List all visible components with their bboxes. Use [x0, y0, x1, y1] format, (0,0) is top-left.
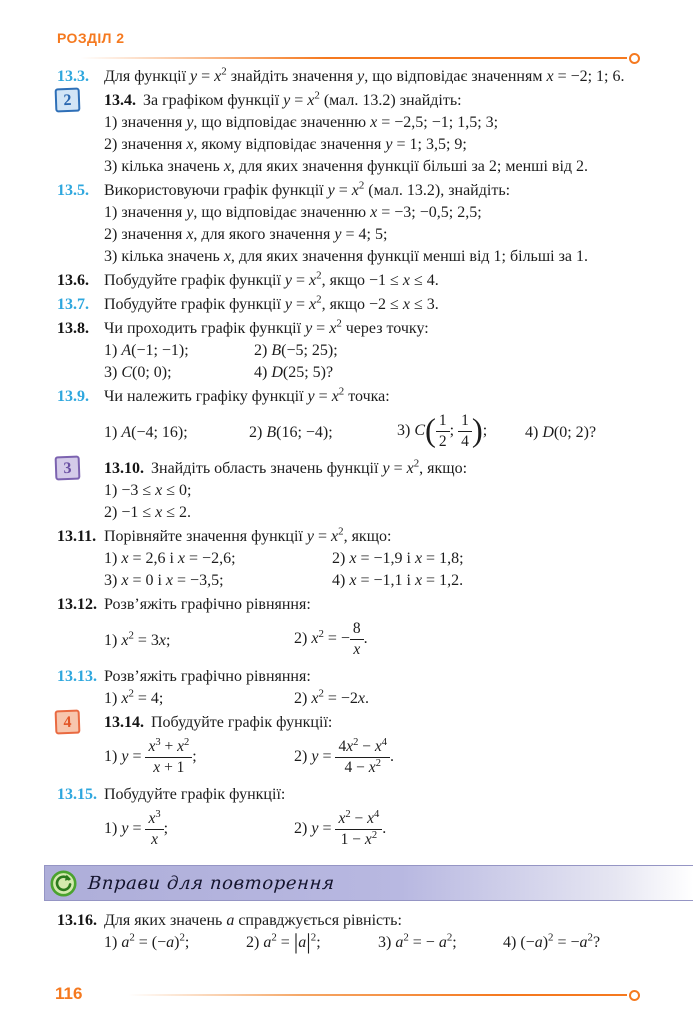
problem-item: 1) $x^2 = 4$; — [104, 687, 164, 707]
problem-item: 2) B(−5; 25); — [254, 342, 338, 359]
problem-13.13 — [57, 666, 639, 709]
problem-text: Розв’яжіть графічно рівняння: — [104, 596, 311, 613]
problem-text: За графіком функції $y = x^2$ (мал. 13.2) знайдіть: — [139, 89, 462, 109]
problem-item: 1) значення y, що відповідає значенню x = −3; −0,5; 2,5; — [104, 204, 482, 221]
review-problems-list — [57, 910, 639, 953]
problem-number: 13.5. — [57, 182, 89, 199]
problem-item: 1) значення y, що відповідає значенню x = −2,5; −1; 1,5; 3; — [104, 114, 499, 131]
problem-item: 1) y = $\frac{x^3 + x^2}{x + 1}$ ; — [104, 737, 197, 776]
problem-item: 2) значення x, для якого значення y = 4; 5; — [104, 226, 388, 243]
problem-number: 13.11. — [57, 528, 97, 545]
problem-number: 13.12. — [57, 596, 97, 613]
problem-number: 13.16. — [57, 912, 97, 929]
footer-rule — [128, 994, 627, 996]
problem-item: 2) значення x, якому відповідає значення y = 1; 3,5; 9; — [104, 136, 467, 153]
problem-item: 3) x = 0 і x = −3,5; — [104, 572, 224, 589]
problem-13.16 — [57, 910, 639, 953]
problem-13.7 — [57, 294, 639, 315]
problem-text: Побудуйте графік функції $y = x^2$, якщо −1 ≤ x ≤ 4. — [104, 269, 439, 289]
problem-number: 13.7. — [57, 296, 89, 313]
problem-text: Побудуйте графік функції $y = x^2$, якщо −2 ≤ x ≤ 3. — [104, 293, 439, 313]
problem-13.4 — [57, 90, 639, 177]
exercises-content — [57, 63, 639, 956]
problem-item: 1) $x^2 = 3x$; — [104, 629, 171, 649]
problem-item: 2) y = $\frac{x^2 - x^4}{1 - x^2}$ . — [294, 809, 387, 848]
problem-text: Розв’яжіть графічно рівняння: — [104, 668, 311, 685]
problem-13.12 — [57, 594, 639, 663]
problem-item: 3) кілька значень x, для яких значення функції менші від 1; більші за 1. — [104, 248, 589, 265]
problem-item: 4) D(0; 2)? — [525, 423, 597, 441]
problem-13.9 — [57, 386, 639, 455]
problem-item: 2) B(16; −4); — [249, 423, 333, 441]
problem-13.11 — [57, 526, 639, 591]
repeat-icon — [50, 870, 77, 897]
problem-item: 1) y = $\frac{x^3}{x}$ ; — [104, 809, 169, 848]
review-banner-label: Вправи для повторення — [87, 872, 336, 894]
problem-13.10 — [57, 458, 639, 523]
problem-item: 2) $a^2 = |a|^2$; — [246, 929, 321, 954]
problem-item: 1) A(−4; 16); — [104, 423, 188, 441]
problem-number: 13.13. — [57, 668, 97, 685]
review-banner — [44, 865, 693, 901]
problem-item: 1) $a^2 = (-a)^2$; — [104, 931, 190, 951]
problem-item-row — [104, 617, 639, 663]
problem-item: 3) C(0; 0); — [104, 364, 172, 381]
problem-number: 13.10. — [104, 460, 144, 477]
level-badge: 2 — [55, 88, 81, 113]
problem-item: 1) A(−1; −1); — [104, 342, 189, 359]
problems-list — [57, 66, 639, 853]
problem-13.5 — [57, 180, 639, 267]
problem-item-row — [104, 340, 639, 361]
problem-number: 13.6. — [57, 272, 89, 289]
problem-number: 13.3. — [57, 68, 89, 85]
problem-13.14 — [57, 712, 639, 781]
problem-item-row — [104, 807, 639, 853]
problem-text: Знайдіть область значень функції $y = x^2$, якщо: — [147, 457, 468, 477]
problem-item: 2) $x^2 = -2x$. — [294, 687, 370, 707]
problem-text: Побудуйте графік функції: — [104, 786, 286, 803]
problem-item: 2) −1 ≤ x ≤ 2. — [104, 504, 192, 521]
problem-item-row — [104, 735, 639, 781]
problem-item-row — [104, 409, 639, 455]
problem-text: Чи проходить графік функції $y = x^2$ через точку: — [104, 317, 429, 337]
problem-13.3 — [57, 66, 639, 87]
problem-item-row — [104, 688, 639, 709]
problem-number: 13.4. — [104, 92, 136, 109]
problem-item: 1) −3 ≤ x ≤ 0; — [104, 482, 192, 499]
problem-number: 13.8. — [57, 320, 89, 337]
header-rule-ring-icon — [629, 53, 640, 64]
problem-text: Для функції $y = x^2$ знайдіть значення y, що відповідає значенням x = −2; 1; 6. — [104, 65, 625, 85]
chapter-label: РОЗДІЛ 2 — [57, 30, 125, 46]
problem-item: 2) $x^2$ = − $\frac{8}{x}$ . — [294, 620, 368, 658]
level-badge: 4 — [55, 710, 81, 735]
problem-text: Чи належить графіку функції $y = x^2$ точка: — [104, 385, 390, 405]
problem-item-row — [104, 570, 639, 591]
problem-number: 13.14. — [104, 714, 144, 731]
problem-item: 2) x = −1,9 і x = 1,8; — [332, 550, 464, 567]
problem-item: 4) $(-a)^2 = -a^2$? — [503, 931, 601, 951]
problem-text: Використовуючи графік функції $y = x^2$ (мал. 13.2), знайдіть: — [104, 179, 511, 199]
problem-number: 13.9. — [57, 388, 89, 405]
problem-13.15 — [57, 784, 639, 853]
problem-item: 1) x = 2,6 і x = −2,6; — [104, 550, 236, 567]
header-rule — [80, 57, 627, 59]
problem-item: 3) C( $\frac{1}{2}$ ; $\frac{1}{4}$ ); — [397, 412, 488, 450]
level-badge: 3 — [55, 456, 81, 481]
problem-13.8 — [57, 318, 639, 383]
page-number: 116 — [55, 984, 83, 1003]
problem-item-row — [104, 548, 639, 569]
problem-item-row — [104, 929, 639, 954]
problem-13.6 — [57, 270, 639, 291]
footer-rule-ring-icon — [629, 990, 640, 1001]
problem-text: Побудуйте графік функції: — [147, 714, 333, 731]
problem-item: 3) кілька значень x, для яких значення функції більші за 2; менші від 2. — [104, 158, 589, 175]
problem-number: 13.15. — [57, 786, 97, 803]
problem-item-row — [104, 362, 639, 383]
problem-item: 4) D(25; 5)? — [254, 364, 334, 381]
problem-item: 4) x = −1,1 і x = 1,2. — [332, 572, 464, 589]
problem-text: Для яких значень a справджується рівність: — [104, 912, 402, 929]
problem-item: 2) y = $\frac{4x^2 - x^4}{4 - x^2}$ . — [294, 737, 395, 776]
problem-item: 3) $a^2$ = − $a^2$; — [378, 931, 457, 951]
problem-text: Порівняйте значення функції $y = x^2$, якщо: — [104, 525, 392, 545]
